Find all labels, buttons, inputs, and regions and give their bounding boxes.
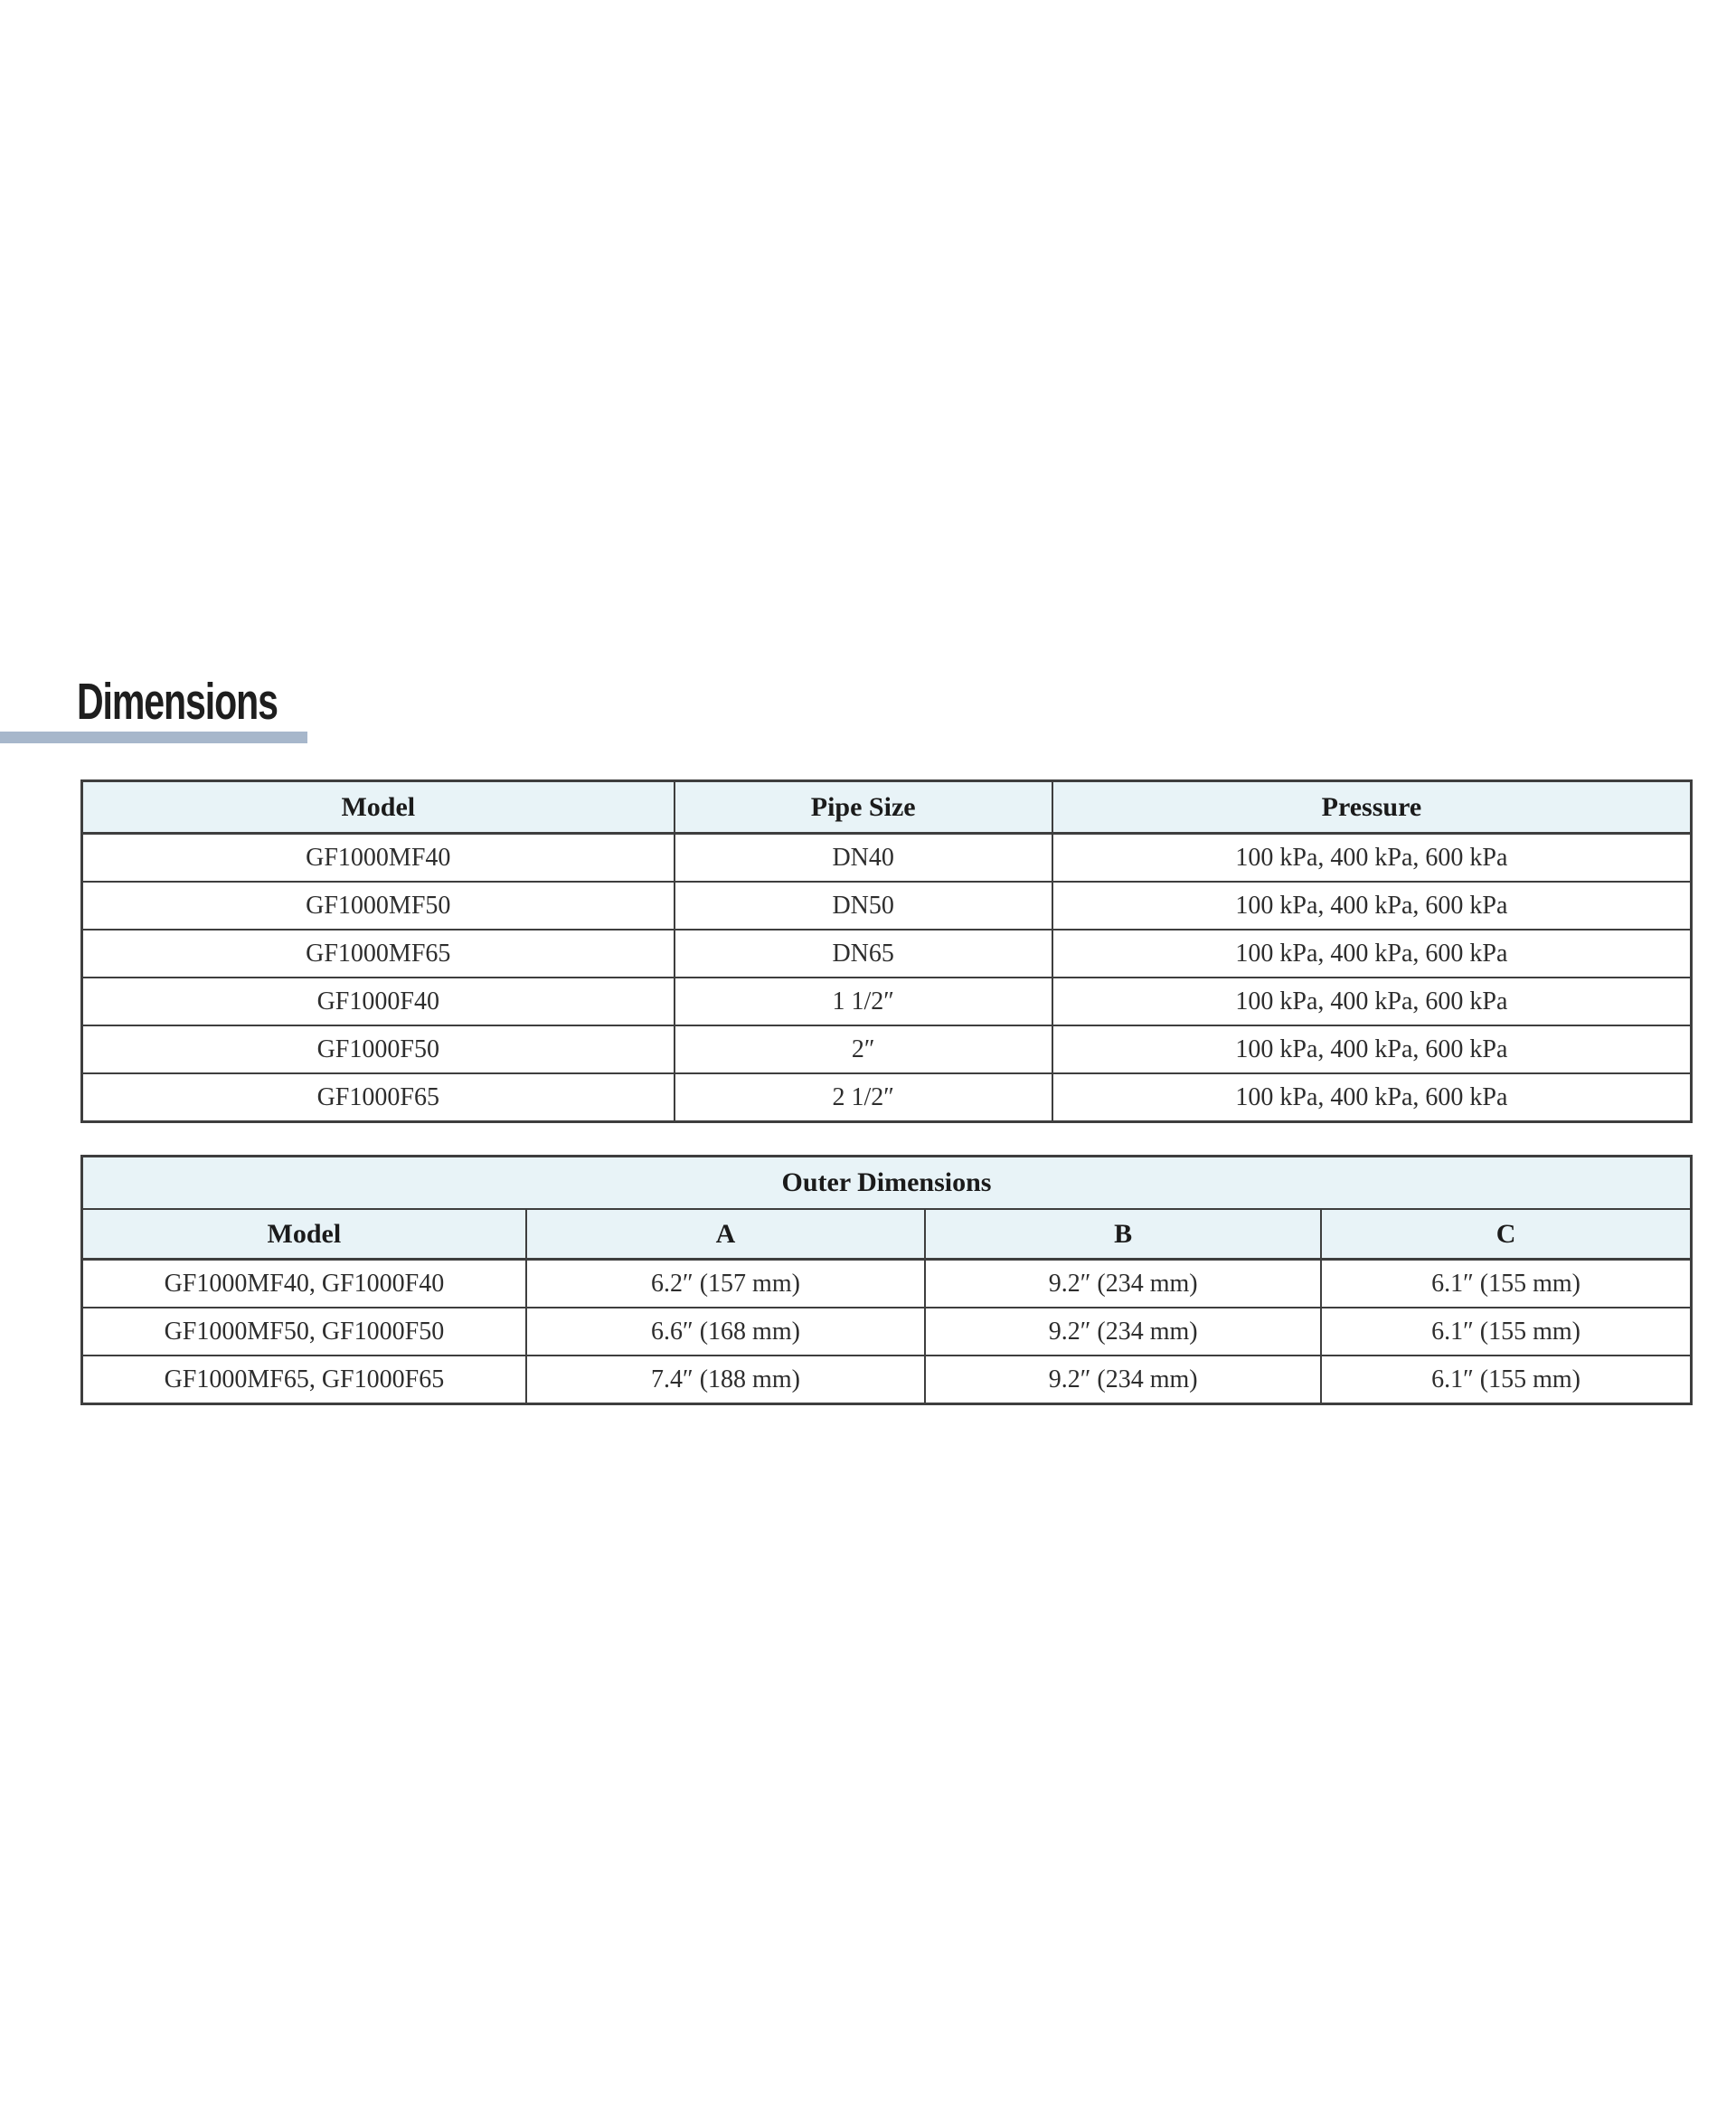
table-row — [82, 1260, 1692, 1308]
cell-dim-b: 9.2″ (234 mm) — [925, 1308, 1321, 1356]
table-row — [82, 834, 1692, 883]
cell-model: GF1000F65 — [82, 1073, 675, 1122]
cell-pipe-size: 1 1/2″ — [675, 978, 1052, 1025]
cell-dim-c: 6.1″ (155 mm) — [1321, 1356, 1691, 1404]
cell-pressure: 100 kPa, 400 kPa, 600 kPa — [1052, 882, 1692, 930]
column-header-b: B — [925, 1209, 1321, 1260]
cell-model: GF1000MF40, GF1000F40 — [82, 1260, 526, 1308]
column-header-pipe-size: Pipe Size — [675, 781, 1052, 834]
cell-model: GF1000MF65, GF1000F65 — [82, 1356, 526, 1404]
column-header-model: Model — [82, 1209, 526, 1260]
model-pipe-pressure-table — [80, 779, 1693, 1123]
cell-model: GF1000F40 — [82, 978, 675, 1025]
cell-pipe-size: DN50 — [675, 882, 1052, 930]
table-row — [82, 1308, 1692, 1356]
column-header-a: A — [526, 1209, 925, 1260]
cell-pipe-size: 2″ — [675, 1025, 1052, 1073]
cell-dim-c: 6.1″ (155 mm) — [1321, 1260, 1691, 1308]
table-row — [82, 882, 1692, 930]
table-header-row — [82, 781, 1692, 834]
table-row — [82, 1073, 1692, 1122]
table-row — [82, 978, 1692, 1025]
cell-pressure: 100 kPa, 400 kPa, 600 kPa — [1052, 978, 1692, 1025]
heading-underline-bar — [0, 732, 307, 743]
cell-pressure: 100 kPa, 400 kPa, 600 kPa — [1052, 1073, 1692, 1122]
cell-pipe-size: DN40 — [675, 834, 1052, 883]
outer-dimensions-table — [80, 1155, 1693, 1405]
column-header-model: Model — [82, 781, 675, 834]
table-header-row — [82, 1209, 1692, 1260]
cell-pipe-size: DN65 — [675, 930, 1052, 978]
cell-dim-a: 6.6″ (168 mm) — [526, 1308, 925, 1356]
page-title: Dimensions — [77, 673, 278, 731]
table-row — [82, 930, 1692, 978]
column-header-pressure: Pressure — [1052, 781, 1692, 834]
table-row — [82, 1025, 1692, 1073]
cell-dim-c: 6.1″ (155 mm) — [1321, 1308, 1691, 1356]
cell-dim-b: 9.2″ (234 mm) — [925, 1356, 1321, 1404]
cell-pressure: 100 kPa, 400 kPa, 600 kPa — [1052, 930, 1692, 978]
cell-pipe-size: 2 1/2″ — [675, 1073, 1052, 1122]
outer-dimensions-title: Outer Dimensions — [82, 1157, 1692, 1210]
cell-model: GF1000F50 — [82, 1025, 675, 1073]
table-title-row — [82, 1157, 1692, 1210]
cell-model: GF1000MF40 — [82, 834, 675, 883]
table-row — [82, 1356, 1692, 1404]
cell-model: GF1000MF50 — [82, 882, 675, 930]
column-header-c: C — [1321, 1209, 1691, 1260]
cell-pressure: 100 kPa, 400 kPa, 600 kPa — [1052, 834, 1692, 883]
cell-pressure: 100 kPa, 400 kPa, 600 kPa — [1052, 1025, 1692, 1073]
cell-dim-a: 7.4″ (188 mm) — [526, 1356, 925, 1404]
cell-dim-a: 6.2″ (157 mm) — [526, 1260, 925, 1308]
cell-dim-b: 9.2″ (234 mm) — [925, 1260, 1321, 1308]
cell-model: GF1000MF65 — [82, 930, 675, 978]
cell-model: GF1000MF50, GF1000F50 — [82, 1308, 526, 1356]
